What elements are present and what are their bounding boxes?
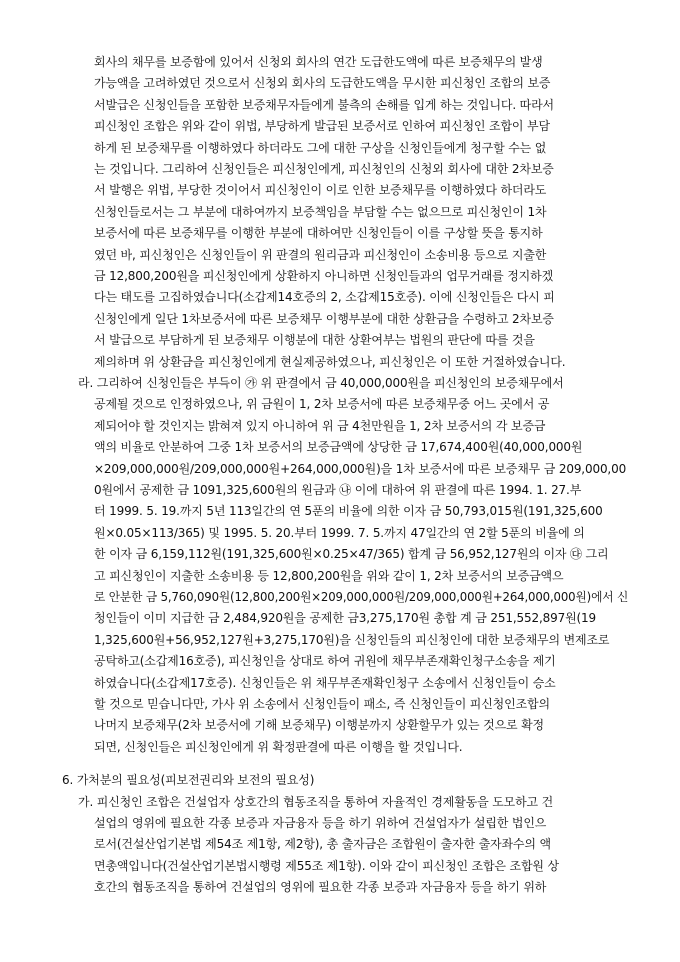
- item-ra-line: ×209,000,000원/209,000,000원+264,000,000원)을 1차 보증서에 따른 보증채무 금 209,000,00: [94, 461, 627, 476]
- paragraph-line: 서발급은 신청인들을 포함한 보증채무자들에게 불측의 손해를 입게 하는 것입니다. 따라서: [94, 97, 555, 112]
- item-ra-line: 로 안분한 금 5,760,090원(12,800,200원×209,000,000원/209,000,000원+264,000,000원)에서 신: [94, 590, 629, 604]
- paragraph-line: 신청인에게 일단 1차보증서에 따른 보증채무 이행부분에 대한 상환금을 수령하고 2차보증: [94, 311, 554, 326]
- item-ga-line: 면총액입니다(건설산업기본법시행령 제55조 제1항). 이와 같이 피신청인 조합은 조합원 상: [94, 858, 559, 873]
- paragraph-line: 가능액을 고려하였던 것으로서 신청외 회사의 도급한도액을 무시한 피신청인 조합의 보증: [94, 76, 551, 91]
- item-ga-line: 호간의 협동조직을 통하여 건설업의 영위에 필요한 각종 보증과 자금융자 등을 하기 위하: [94, 880, 547, 895]
- item-ra-line: 터 1999. 5. 19.까지 5년 113일간의 연 5푼의 비율에 의한 이자 금 50,793,015원(191,325,600: [94, 504, 603, 519]
- paragraph-line: 피신청인 조합은 위와 같이 위법, 부당하게 발급된 보증서로 인하여 피신청인 조합이 부담: [94, 119, 550, 134]
- paragraph-line: 였던 바, 피신청인은 신청인들이 위 판결의 원리금과 피신청인이 소송비용 등으로 지출한: [94, 247, 547, 262]
- item-ga-line: 로서(건설산업기본법 제54조 제1항, 제2항), 총 출자금은 조합원이 출자한 출자좌수의 액: [94, 837, 551, 852]
- paragraph-line: 하게 된 보증채무를 이행하였다 하더라도 그에 대한 구상을 신청인들에게 청구할 수는 없: [94, 140, 547, 155]
- item-ra-line: 제되어야 할 것인지는 밝혀져 있지 아니하여 위 금 4천만원을 1, 2차 보증서의 각 보증금: [94, 418, 546, 433]
- item-ra-line: 원×0.05×113/365) 및 1995. 5. 20.부터 1999. 7. 5.까지 47일간의 연 2할 5푼의 비율에 의: [94, 525, 585, 540]
- item-ga-heading-line: 가. 피신청인 조합은 건설업자 상호간의 협동조직을 통하여 자율적인 경제활동을 도모하고 건: [78, 794, 554, 809]
- paragraph-line: 회사의 채무를 보증함에 있어서 신청외 회사의 연간 도급한도액에 따른 보증채무의 발생: [94, 55, 543, 69]
- item-ga-line: 설업의 영위에 필요한 각종 보증과 자금융자 등을 하기 위하여 건설업자가 설립한 법인으: [94, 816, 547, 830]
- item-ra-line: 할 것으로 믿습니다만, 가사 위 소송에서 신청인들이 패소, 즉 신청인들이 피신청인조합의: [94, 697, 550, 711]
- paragraph-line: 서 발행은 위법, 부당한 것이어서 피신청인이 이로 인한 보증채무를 이행하였다 하더라도: [94, 183, 547, 198]
- item-ra-line: 액의 비율로 안분하여 그중 1차 보증서의 보증금액에 상당한 금 17,674,400원(40,000,000원: [94, 440, 583, 455]
- paragraph-line: 서 발급으로 부담하게 된 보증채무 이행분에 대한 상환여부는 법원의 판단에 따를 것을: [94, 333, 535, 348]
- item-ra-line: 공탁하고(소갑제16호증), 피신청인을 상대로 하여 귀원에 채무부존재확인청구소송을 제기: [94, 654, 556, 669]
- item-ra-line: 하였습니다(소갑제17호증). 신청인들은 위 채무부존재확인청구 소송에서 신청인들이 승소: [94, 675, 556, 690]
- paragraph-line: 다는 태도를 고집하였습니다(소갑제14호증의 2, 소갑제15호증). 이에 신청인들은 다시 피: [94, 290, 555, 305]
- section-6-heading: 6. 가처분의 필요성(피보전권리와 보전의 필요성): [62, 773, 315, 788]
- item-ra-line: 되면, 신청인들은 피신청인에게 위 확정판결에 따른 이행을 할 것입니다.: [94, 739, 463, 754]
- paragraph-line: 는 것입니다. 그리하여 신청인들은 피신청인에게, 피신청인의 신청외 회사에 대한 2차보증: [94, 162, 554, 176]
- paragraph-line: 보증서에 따른 보증채무를 이행한 부분에 대하여만 신청인들이 이를 구상할 뜻을 통지하: [94, 226, 543, 241]
- item-ra-line: 고 피신청인이 지출한 소송비용 등 12,800,200원을 위와 같이 1, 2차 보증서의 보증금액으: [94, 568, 564, 583]
- item-ra-heading-line: 라. 그리하여 신청인들은 부득이 ㉮ 위 판결에서 금 40,000,000원을 피신청인의 보증채무에서: [78, 376, 564, 390]
- paragraph-line: 제의하며 위 상환금을 피신청인에게 현실제공하였으나, 피신청인은 이 또한 거절하였습니다.: [94, 354, 566, 369]
- item-ra-line: 0원에서 공제한 금 1091,325,600원의 원금과 ㉯ 이에 대하여 위 판결에 따른 1994. 1. 27.부: [94, 483, 582, 497]
- item-ra-line: 한 이자 금 6,159,112원(191,325,600원×0.25×47/365) 합계 금 56,952,127원의 이자 ㉰ 그리: [94, 547, 609, 562]
- item-ra-line: 1,325,600원+56,952,127원+3,275,170원)을 신청인들의 피신청인에 대한 보증채무의 변제조로: [94, 632, 610, 647]
- item-ra-line: 나머지 보증채무(2차 보증서에 기해 보증채무) 이행분까지 상환할무가 있는 것으로 확정: [94, 718, 545, 733]
- item-ra-line: 청인들이 이미 지급한 금 2,484,920원을 공제한 금3,275,170원 총합 계 금 251,552,897원(19: [94, 611, 597, 626]
- paragraph-line: 신청인들로서는 그 부분에 대하여까지 보증책임을 부담할 수는 없으므로 피신청인이 1차: [94, 204, 547, 219]
- paragraph-line: 금 12,800,200원을 피신청인에게 상환하지 아니하면 신청인들과의 업무거래를 정지하겠: [94, 269, 554, 283]
- item-ra-line: 공제될 것으로 인정하였으나, 위 금원이 1, 2차 보증서에 따른 보증채무중 어느 곳에서 공: [94, 397, 550, 412]
